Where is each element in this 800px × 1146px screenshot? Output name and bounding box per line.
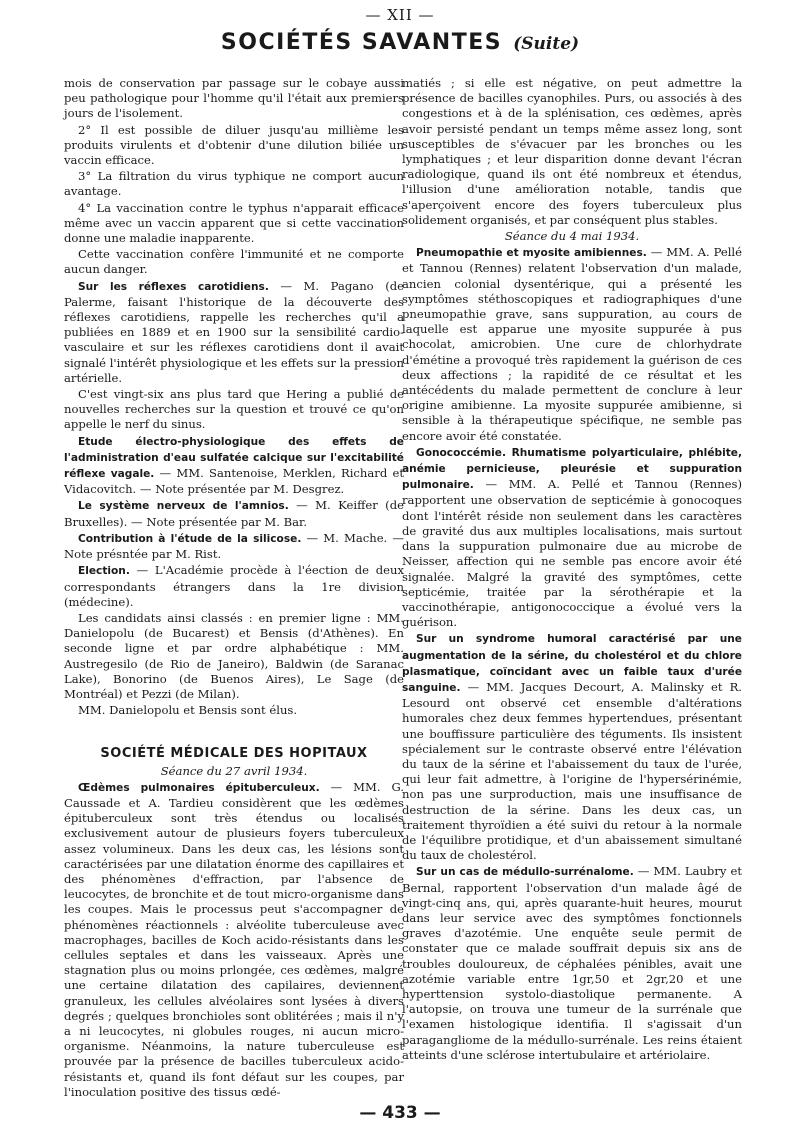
abstract-body: — MM. Laubry et Bernal, rapportent l'observation d'un malade âgé de vingt-cinq ans, qui, après quarante-huit heures, mourut dans leur service avec des symptômes fonctionnels graves d'azotémie. Une enquête seule permit de constater que ce malade souffrait depuis six ans de troubles douloureux, de céphalées pénibles, avait une azotémie variable entre 1gr,50 et 2gr,20 et une hyperttension systolo-diastolique permanente. A l'autopsie, on trouva une tumeur de la surrénale que l'examen histologique identifia. Il s'agissait d'un paragangliome de la médullo-surrénale. Les reins étaient atteints d'une sclérose intertubulaire et artériolaire. xyxy=(402,864,742,1062)
paragraph: 2° Il est possible de diluer jusqu'au millième les produits virulents et d'obtenir d'une dilution biliée un vaccin efficace. xyxy=(64,122,404,168)
roman-page-folio: — XII — xyxy=(365,6,435,24)
abstract-body: — MM. A. Pellé et Tannou (Rennes) rapportent une observation de septicémie à gonocoques dont l'intérêt réside non seulement dans les caractères de gravité dus aux multiples localisations, mais surtout dans la suppuration pulmonaire due au microbe de Neisser, affection qui ne semble pas encore avoir été signalée. Malgré la gravité des symptômes, cette septicémie, traitée par la sérothérapie et la vaccinothérapie, antigonococcique a évolué vers la guérison. xyxy=(402,477,742,630)
abstract-amnios xyxy=(64,498,404,529)
abstract-body: — MM. Jacques Decourt, A. Malinsky et R. Lesourd ont observé cet ensemble d'altérations humorales chez deux femmes hypertendues, présentant une bouffissure particulière des téguments. Ils insistent spécialement sur le contraste observé entre l'élévation du taux de la sérine et l'abaissement du taux de l'urée, qui leur fait admettre, à l'origine de l'hypersérinémie, non pas une surproduction, mais une insuffisance de destruction de la sérine. Dans les deux cas, un traitement thyroïdien a été suivi du retour à la normale de l'équilibre protidique, et d'un abaissement simultané du taux de cholestérol. xyxy=(402,679,742,863)
abstract-body: — MM. Santenoise, Merklen, Richard et Vidacovitch. — Note présentée par M. Desgrez. xyxy=(64,466,404,497)
session-date: Séance du 27 avril 1934. xyxy=(160,763,308,778)
abstract-election xyxy=(64,563,404,610)
abstract-gonococcemie xyxy=(402,445,742,630)
abstract-body: — M. Pagano (de Palerme, faisant l'historique de la découverte des réflexes carotidiens, rappelle les recherches qu'il a publiées en 1889 et en 1900 sur la sensibilité cardio-vasculaire et sur les réflexes carotidiens dont il avait signalé l'intérêt physiologique et les effets sur la pression artérielle. xyxy=(64,278,405,385)
left-column xyxy=(64,76,404,1101)
abstract-title: Contribution à l'étude de la silicose. xyxy=(78,532,302,545)
abstract-title: Œdèmes pulmonaires épituberculeux. xyxy=(78,781,320,794)
abstract-body: — M. Mache. — Note présntée par M. Rist. xyxy=(64,530,404,562)
abstract-medullo-surrenalome xyxy=(402,864,742,1063)
section-title: SOCIÉTÉS SAVANTES xyxy=(220,30,503,55)
abstract-syndrome-humoral xyxy=(402,631,742,863)
paragraph: C'est vingt-six ans plus tard que Hering a publié de nouvelles recherches sur la question et trouvé ce qu'on appelle le nerf du sinus. xyxy=(64,387,404,432)
paragraph: MM. Danielopolu et Bensis sont élus. xyxy=(78,703,298,718)
abstract-body: — MM. G. Caussade et A. Tardieu considèrent que les œdèmes épituberculeux sont très étendus ou localisés exclusivement autour de plusieurs foyers tuberculeux assez volumineux. Dans les deux cas, les lésions sont caractérisées par une dilatation énorme des capillaires et des phénomènes d'effraction, par l'absence de leucocytes, de bronchite et de tout micro-organisme dans les coupes. Mais le processus peut s'accompagner de phénomènes réactionnels : alvéolite tuberculeuse avec macrophages, bacilles de Koch acido-résistants dans les cellules septales et dans les vaisseaux. Après une stagnation plus ou moins prlongée, ces œdèmes, malgré une certaine dilatation des capilaires, deviennent granuleux, les cellules alvéolaires sont lysées à divers degrés ; quelques bronchioles sont oblitérées ; mais il n'y a ni leucocytes, ni globules rouges, ni aucun micro-organisme. Néanmoins, la nature tuberculeuse est prouvée par la présence de bacilles tuberculeux acido-résistants et, quand ils font défaut sur les coupes, par l'inoculation positive des tissus œdé- xyxy=(64,779,404,1099)
abstract-title: Pneumopathie et myosite amibiennes. xyxy=(416,247,647,260)
paragraph: Cette vaccination confère l'immunité et ne comporte aucun danger. xyxy=(64,247,404,277)
abstract-title: Etude électro-physiologique des effets de l'administration d'eau sulfatée calcique sur l'excitabilité réflexe vagale. xyxy=(64,435,404,481)
paragraph: mois de conservation par passage sur le cobaye aussi peu pathologique pour l'homme qu'il l'était aux premiers jours de l'isolement. xyxy=(64,76,404,121)
abstract-title: Gonococcémie. Rhumatisme polyarticulaire, phlébite, anémie pernicieuse, pleurésie et suppuration pulmonaire. xyxy=(402,446,742,492)
page-number: — 433 — xyxy=(359,1103,441,1123)
abstract-oedemes xyxy=(64,780,404,1100)
abstract-pneumopathie xyxy=(402,245,742,444)
abstract-body: — M. Keiffer (de Bruxelles). — Note présentée par M. Bar. xyxy=(64,498,404,529)
abstract-title: Election. xyxy=(78,565,130,578)
running-head xyxy=(0,30,800,55)
right-column xyxy=(402,76,742,1064)
society-heading: SOCIÉTÉ MÉDICALE DES HOPITAUX xyxy=(100,746,368,762)
abstract-title: Sur les réflexes carotidiens. xyxy=(78,280,269,293)
paragraph: 4° La vaccination contre le typhus n'apparait efficace même avec un vaccin apparent que si cette vaccination donne une maladie inapparente. xyxy=(64,200,404,246)
abstract-title: Sur un syndrome humoral caractérisé par une augmentation de la sérine, du cholestérol et du chlore plasmatique, coïncidant avec un faible taux d'urée sanguine. xyxy=(402,633,742,694)
paragraph: 3° La filtration du virus typhique ne comport aucun avantage. xyxy=(64,169,404,199)
abstract-electro-physiologique xyxy=(64,434,404,498)
abstract-body: — MM. A. Pellé et Tannou (Rennes) relatent l'observation d'un malade, ancien colonial dysentérique, qui a présenté les symptômes stéthoscopiques et radiographiques d'une pneumopathie grave, sans suppuration, au cours de laquelle est apparue une myosite suppurée à pus chocolat, amicrobien. Une cure de chlorhydrate d'émétine a provoqué très rapidement la guérison de ces deux affections ; la rapidité de ce résultat et les antécédents du malade permettent de conclure à leur origine amibienne. La myosite suppurée amibienne, si sensible à la thérapeutique spécifique, ne semble pas encore avoir été constatée. xyxy=(402,245,742,443)
abstract-body: — L'Académie procède à l'éection de deux correspondants étrangers dans la 1re division (médecine). xyxy=(64,563,404,609)
abstract-silicose xyxy=(64,531,404,562)
paragraph: Les candidats ainsi classés : en premier ligne : MM. Danielopolu (de Bucarest) et Bensis (d'Athènes). En seconde ligne et par ordre alphabétique : MM. Austregesilo (de Rio de Janeiro), Baldwin (de Saranac Lake), Bonorino (de Buenos Aires), Le Sage (de Montréal) et Pezzi (de Milan). xyxy=(64,610,404,701)
section-subtitle: (Suite) xyxy=(513,34,580,54)
abstract-reflexes-carotidiens xyxy=(64,279,404,386)
paragraph: matiés ; si elle est négative, on peut admettre la présence de bacilles cyanophiles. Purs, ou associés à des congestions et à de la splénisation, ces œdèmes, après avoir persisté pendant un temps même assez long, sont susceptibles de s'évacuer par les bronches ou les lymphatiques ; et leur disparition donne devant l'écran radiologique, quand ils ont été nombreux et étendus, l'illusion d'une amélioration notable, tandis que s'aperçoivent encore des foyers tuberculeux plus solidement organisés, et par conséquent plus stables. xyxy=(402,76,742,227)
session-date: Séance du 4 mai 1934. xyxy=(504,229,640,244)
abstract-title: Le système nerveux de l'amnios. xyxy=(78,500,289,513)
abstract-title: Sur un cas de médullo-surrénalome. xyxy=(416,866,634,879)
